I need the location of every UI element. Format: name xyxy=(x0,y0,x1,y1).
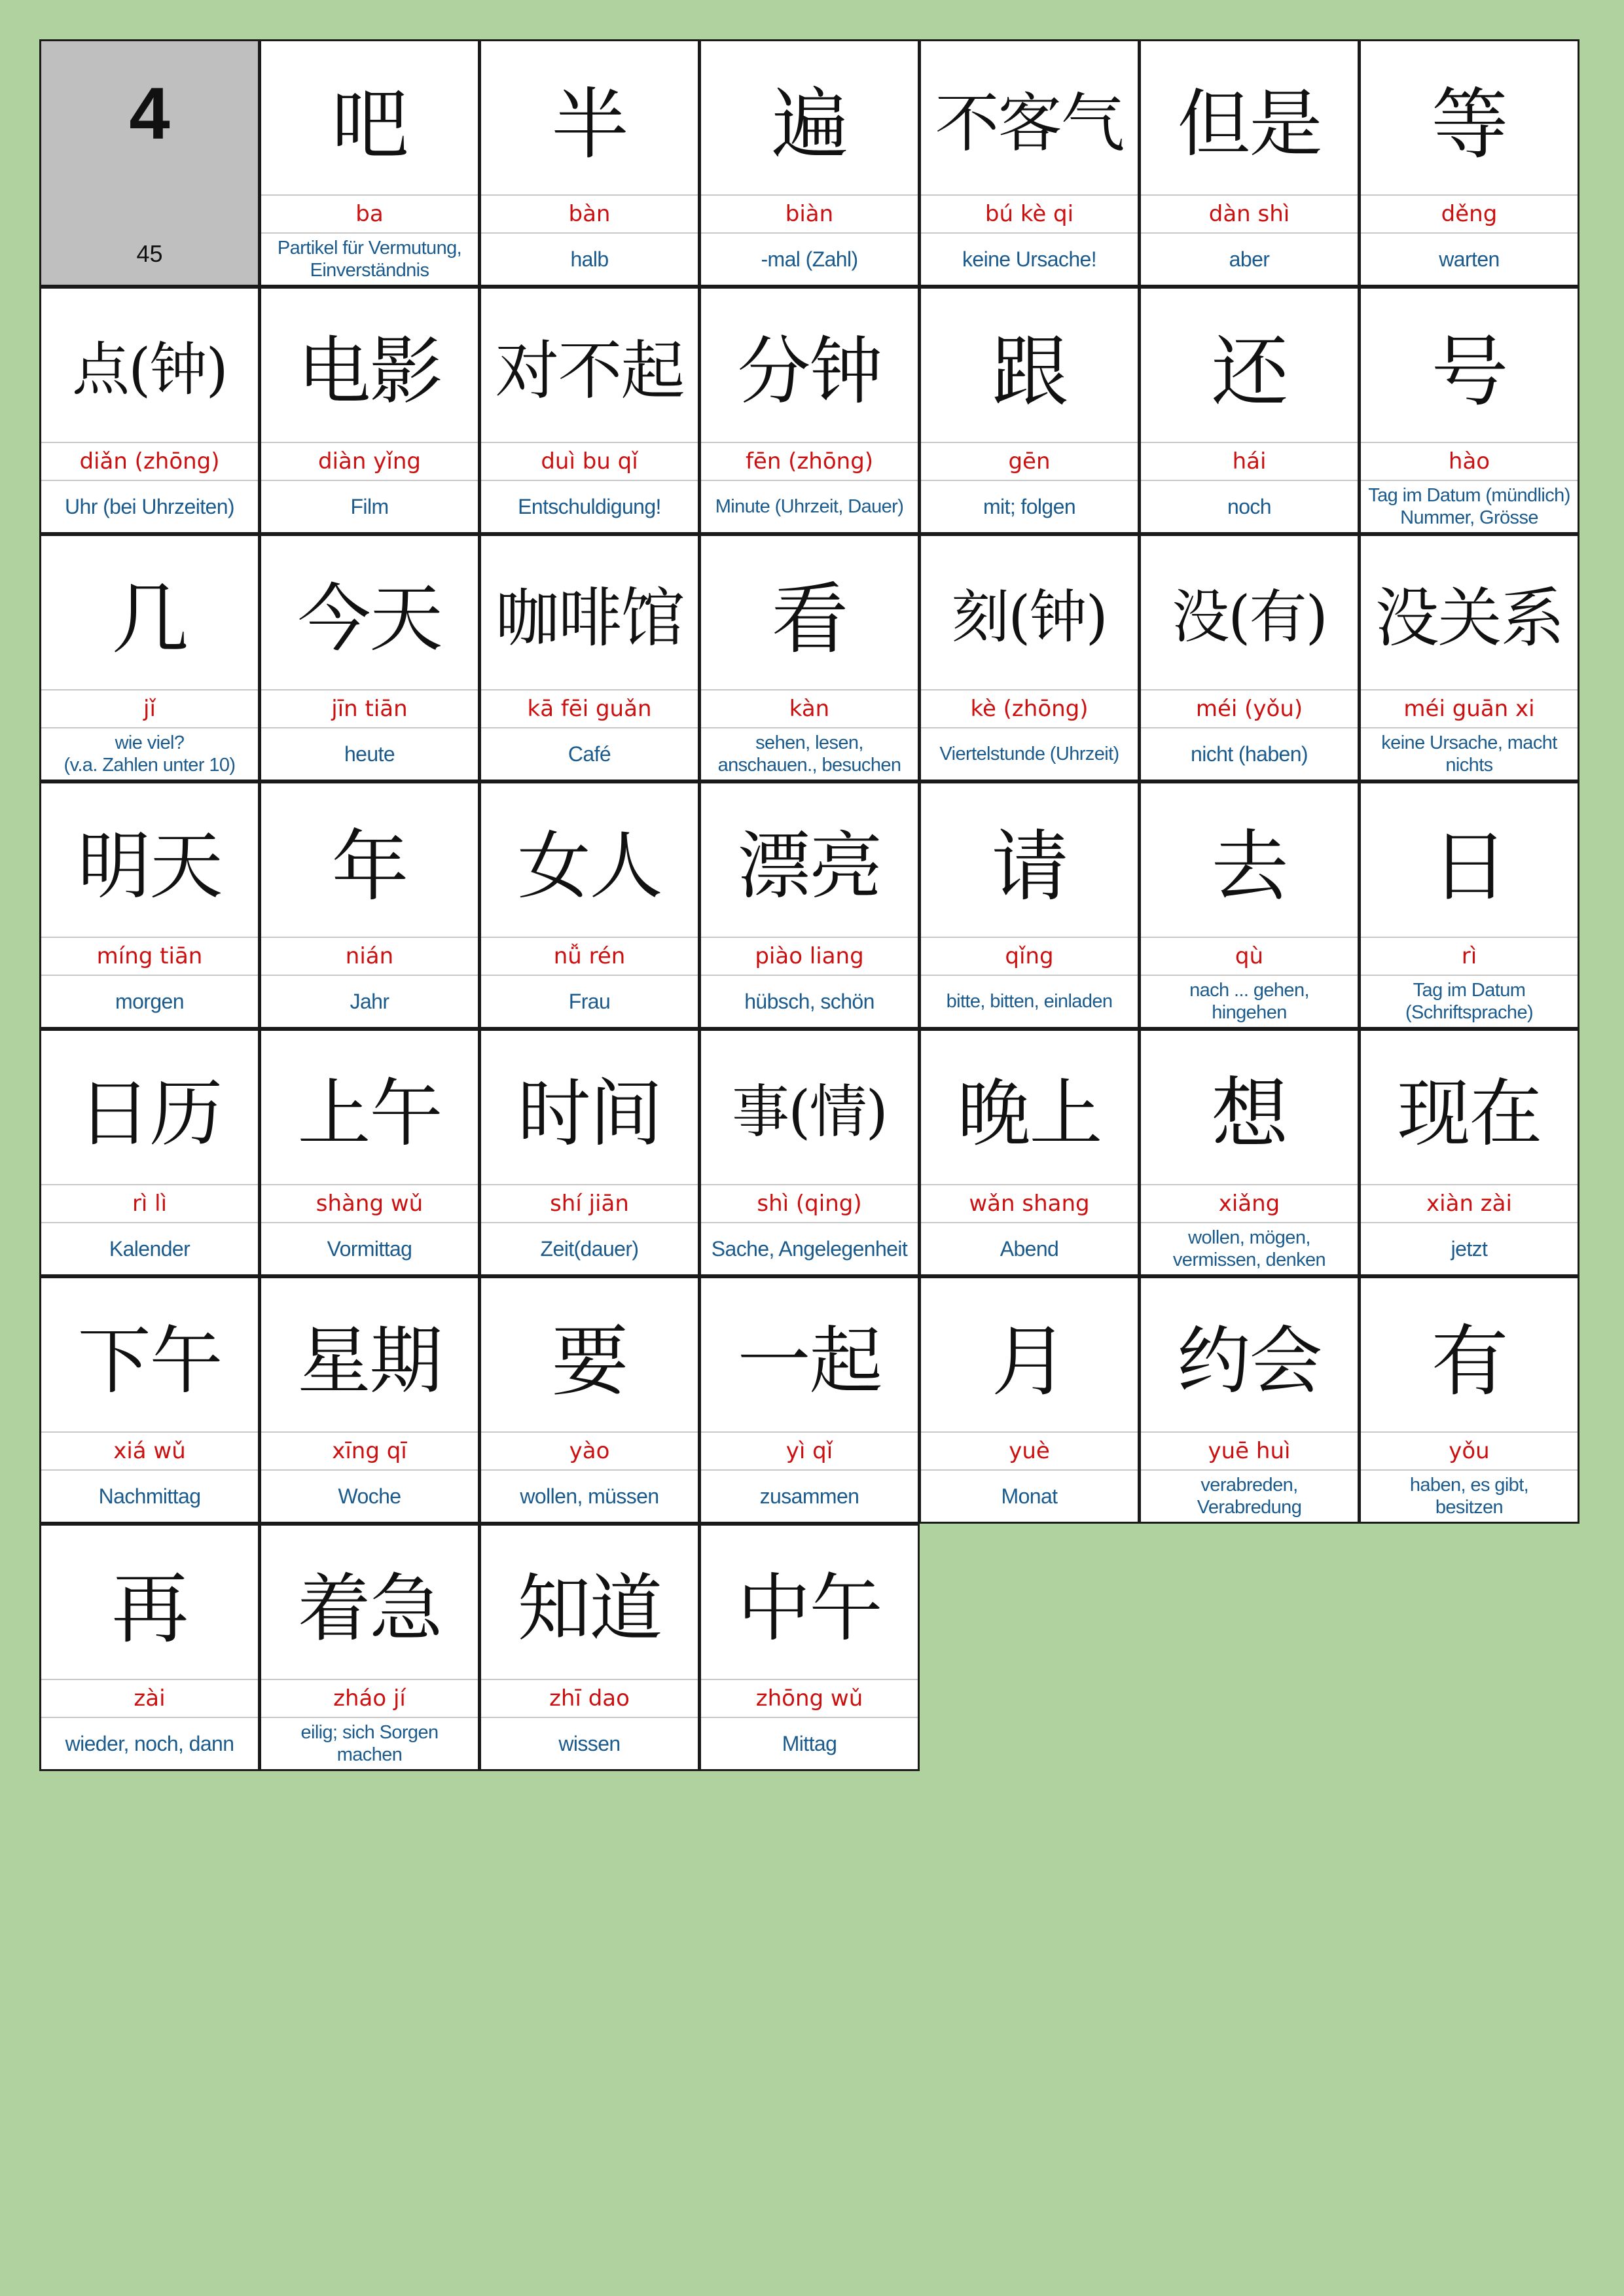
german-translation: wie viel? (v.a. Zahlen unter 10) xyxy=(63,732,236,776)
hanzi: 没(有) xyxy=(1172,583,1327,651)
german-translation: keine Ursache! xyxy=(962,247,1097,271)
vocab-card xyxy=(479,287,700,534)
vocab-card xyxy=(919,781,1140,1029)
hanzi: 有 xyxy=(1431,1316,1507,1407)
vocab-card xyxy=(259,534,480,781)
german-translation: Uhr (bei Uhrzeiten) xyxy=(65,495,234,518)
pinyin: duì bu qǐ xyxy=(481,442,698,481)
german-translation: Zeit(dauer) xyxy=(540,1237,639,1261)
german-translation: Partikel für Vermutung, Einverständnis xyxy=(277,238,462,281)
german-translation: Frau xyxy=(568,990,611,1013)
vocab-card xyxy=(1139,1029,1360,1276)
hanzi: 半 xyxy=(551,79,628,170)
german-translation: noch xyxy=(1227,495,1271,518)
pinyin: bú kè qi xyxy=(921,194,1138,234)
german-translation: Entschuldigung! xyxy=(518,495,661,518)
hanzi: 一起 xyxy=(737,1318,882,1404)
hanzi: 吧 xyxy=(331,79,408,170)
vocab-card xyxy=(259,1029,480,1276)
vocab-card xyxy=(1359,1029,1579,1276)
hanzi: 咖啡馆 xyxy=(495,581,684,656)
german-translation: verabreden, Verabredung xyxy=(1197,1475,1302,1518)
pinyin: qù xyxy=(1141,937,1358,976)
hanzi: 电影 xyxy=(297,329,442,414)
vocab-card xyxy=(1359,287,1579,534)
pinyin: zhī dao xyxy=(481,1679,698,1718)
german-translation: halb xyxy=(570,247,609,271)
hanzi: 中午 xyxy=(737,1566,882,1651)
vocab-card xyxy=(1359,1276,1579,1524)
german-translation: heute xyxy=(344,742,395,766)
hanzi: 约会 xyxy=(1177,1318,1322,1404)
pinyin: yuē huì xyxy=(1141,1431,1358,1471)
pinyin: wǎn shang xyxy=(921,1184,1138,1223)
hanzi: 去 xyxy=(1211,821,1288,912)
vocab-card xyxy=(479,1524,700,1771)
pinyin: xiǎng xyxy=(1141,1184,1358,1223)
hanzi: 漂亮 xyxy=(737,823,882,909)
hanzi: 跟 xyxy=(991,327,1068,417)
vocab-card xyxy=(479,39,700,287)
hanzi: 请 xyxy=(991,821,1068,912)
hanzi: 下午 xyxy=(77,1318,222,1404)
hanzi: 对不起 xyxy=(495,333,684,408)
pinyin: diǎn (zhōng) xyxy=(41,442,258,481)
german-translation: Viertelstunde (Uhrzeit) xyxy=(939,744,1119,764)
german-translation: eilig; sich Sorgen machen xyxy=(300,1722,439,1765)
pinyin: bàn xyxy=(481,194,698,234)
vocab-card xyxy=(699,534,920,781)
pinyin: jǐ xyxy=(41,689,258,728)
german-translation: Woche xyxy=(338,1484,401,1508)
pinyin: méi (yǒu) xyxy=(1141,689,1358,728)
vocab-card xyxy=(699,1029,920,1276)
pinyin: yuè xyxy=(921,1431,1138,1471)
hanzi: 今天 xyxy=(297,576,442,662)
vocab-card xyxy=(699,39,920,287)
german-translation: aber xyxy=(1229,247,1270,271)
german-translation: wieder, noch, dann xyxy=(65,1732,234,1755)
german-translation: Abend xyxy=(1000,1237,1059,1261)
german-translation: zusammen xyxy=(759,1484,859,1508)
german-translation: warten xyxy=(1439,247,1500,271)
vocab-card xyxy=(1359,534,1579,781)
pinyin: rì xyxy=(1361,937,1578,976)
hanzi: 不客气 xyxy=(935,86,1124,161)
german-translation: Tag im Datum (mündlich) Nummer, Grösse xyxy=(1368,485,1570,528)
vocab-card xyxy=(39,1276,260,1524)
pinyin: ba xyxy=(261,194,478,234)
hanzi: 要 xyxy=(551,1316,628,1407)
german-translation: wollen, müssen xyxy=(520,1484,659,1508)
pinyin: rì lì xyxy=(41,1184,258,1223)
vocab-card xyxy=(39,1524,260,1771)
vocab-card xyxy=(1139,287,1360,534)
vocab-card xyxy=(39,781,260,1029)
hanzi: 还 xyxy=(1211,327,1288,417)
german-translation: Jahr xyxy=(350,990,389,1013)
vocab-card xyxy=(479,1276,700,1524)
hanzi: 想 xyxy=(1211,1069,1288,1159)
vocab-card xyxy=(1139,534,1360,781)
hanzi: 几 xyxy=(111,574,188,664)
german-translation: sehen, lesen, anschauen., besuchen xyxy=(717,732,901,776)
pinyin: míng tiān xyxy=(41,937,258,976)
pinyin: xīng qī xyxy=(261,1431,478,1471)
vocab-card xyxy=(259,1276,480,1524)
pinyin: biàn xyxy=(701,194,918,234)
pinyin: yǒu xyxy=(1361,1431,1578,1471)
german-translation: hübsch, schön xyxy=(744,990,875,1013)
pinyin: jīn tiān xyxy=(261,689,478,728)
vocab-card xyxy=(1359,39,1579,287)
pinyin: nǚ rén xyxy=(481,937,698,976)
vocab-card xyxy=(479,1029,700,1276)
vocab-card xyxy=(39,534,260,781)
hanzi: 星期 xyxy=(297,1318,442,1404)
pinyin: dàn shì xyxy=(1141,194,1358,234)
hanzi: 没关系 xyxy=(1375,581,1564,656)
pinyin: piào liang xyxy=(701,937,918,976)
german-translation: Film xyxy=(350,495,389,518)
german-translation: jetzt xyxy=(1451,1237,1488,1261)
pinyin: hào xyxy=(1361,442,1578,481)
german-translation: nicht (haben) xyxy=(1191,742,1308,766)
pinyin: yì qǐ xyxy=(701,1431,918,1471)
pinyin: shí jiān xyxy=(481,1184,698,1223)
hanzi: 但是 xyxy=(1177,81,1322,167)
hanzi: 日历 xyxy=(77,1071,222,1157)
hanzi: 月 xyxy=(991,1316,1068,1407)
pinyin: shì (qing) xyxy=(701,1184,918,1223)
hanzi: 点(钟) xyxy=(72,336,227,403)
hanzi: 现在 xyxy=(1397,1071,1542,1157)
german-translation: Minute (Uhrzeit, Dauer) xyxy=(715,496,904,517)
hanzi: 日 xyxy=(1431,821,1507,912)
pinyin: qǐng xyxy=(921,937,1138,976)
german-translation: Monat xyxy=(1001,1484,1058,1508)
hanzi: 事(情) xyxy=(732,1078,887,1145)
german-translation: -mal (Zahl) xyxy=(761,247,858,271)
hanzi: 看 xyxy=(771,574,848,664)
hanzi: 着急 xyxy=(297,1566,442,1651)
hanzi: 刻(钟) xyxy=(952,583,1107,651)
vocab-card xyxy=(1139,1276,1360,1524)
pinyin: xiàn zài xyxy=(1361,1184,1578,1223)
german-translation: morgen xyxy=(115,990,184,1013)
german-translation: wissen xyxy=(558,1732,621,1755)
pinyin: kàn xyxy=(701,689,918,728)
german-translation: haben, es gibt, besitzen xyxy=(1409,1475,1529,1518)
vocab-card xyxy=(259,39,480,287)
vocab-card xyxy=(1139,39,1360,287)
german-translation: Vormittag xyxy=(327,1237,412,1261)
vocab-card xyxy=(699,1276,920,1524)
pinyin: fēn (zhōng) xyxy=(701,442,918,481)
hanzi: 号 xyxy=(1431,327,1507,417)
vocab-card xyxy=(39,1029,260,1276)
german-translation: wollen, mögen, vermissen, denken xyxy=(1172,1227,1326,1270)
vocab-card xyxy=(919,287,1140,534)
german-translation: nach ... gehen, hingehen xyxy=(1189,980,1309,1023)
vocab-card xyxy=(699,287,920,534)
vocab-card xyxy=(919,1029,1140,1276)
vocab-card xyxy=(259,287,480,534)
german-translation: Kalender xyxy=(109,1237,190,1261)
german-translation: bitte, bitten, einladen xyxy=(946,991,1113,1012)
hanzi: 再 xyxy=(111,1564,188,1654)
vocab-card xyxy=(699,1524,920,1771)
hanzi: 女人 xyxy=(517,823,662,909)
pinyin: gēn xyxy=(921,442,1138,481)
hanzi: 上午 xyxy=(297,1071,442,1157)
german-translation: Café xyxy=(568,742,611,766)
pinyin: zhōng wǔ xyxy=(701,1679,918,1718)
german-translation: Sache, Angelegenheit xyxy=(711,1237,908,1261)
german-translation: Tag im Datum (Schriftsprache) xyxy=(1405,980,1534,1023)
german-translation: mit; folgen xyxy=(983,495,1076,518)
vocab-card xyxy=(259,1524,480,1771)
hanzi: 等 xyxy=(1431,79,1507,170)
vocab-card xyxy=(259,781,480,1029)
hanzi: 分钟 xyxy=(737,329,882,414)
hanzi: 年 xyxy=(331,821,408,912)
lesson-number: 4 xyxy=(129,72,170,154)
pinyin: kè (zhōng) xyxy=(921,689,1138,728)
vocab-card xyxy=(919,1276,1140,1524)
german-translation: Nachmittag xyxy=(98,1484,201,1508)
hanzi: 时间 xyxy=(517,1071,662,1157)
pinyin: nián xyxy=(261,937,478,976)
pinyin: xiá wǔ xyxy=(41,1431,258,1471)
pinyin: kā fēi guǎn xyxy=(481,689,698,728)
vocab-card xyxy=(1359,781,1579,1029)
pinyin: zài xyxy=(41,1679,258,1718)
german-translation: Mittag xyxy=(782,1732,837,1755)
vocab-card xyxy=(919,39,1140,287)
vocab-card xyxy=(699,781,920,1029)
vocab-card xyxy=(39,287,260,534)
pinyin: děng xyxy=(1361,194,1578,234)
pinyin: méi guān xi xyxy=(1361,689,1578,728)
vocab-card xyxy=(919,534,1140,781)
vocab-card xyxy=(479,781,700,1029)
lesson-header-cell xyxy=(39,39,260,287)
pinyin: hái xyxy=(1141,442,1358,481)
hanzi: 晚上 xyxy=(957,1071,1102,1157)
hanzi: 明天 xyxy=(77,823,222,909)
german-translation: keine Ursache, macht nichts xyxy=(1381,732,1557,776)
pinyin: zháo jí xyxy=(261,1679,478,1718)
hanzi: 知道 xyxy=(517,1566,662,1651)
word-count: 45 xyxy=(136,240,163,267)
pinyin: shàng wǔ xyxy=(261,1184,478,1223)
pinyin: yào xyxy=(481,1431,698,1471)
vocab-card xyxy=(479,534,700,781)
pinyin: diàn yǐng xyxy=(261,442,478,481)
vocab-card xyxy=(1139,781,1360,1029)
hanzi: 遍 xyxy=(771,79,848,170)
